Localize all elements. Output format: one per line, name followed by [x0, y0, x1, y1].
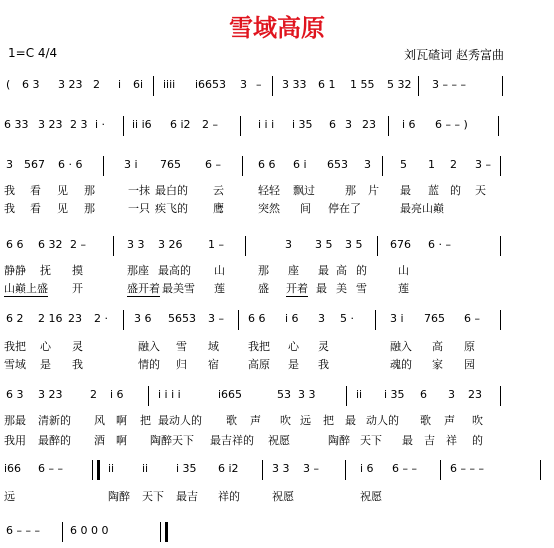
note-group: 6	[329, 118, 336, 131]
lyric-word: 酒	[94, 434, 105, 447]
note-group: 2 –	[70, 238, 86, 251]
lyric-word: 啊	[116, 414, 127, 427]
barline	[153, 76, 154, 96]
lyric-word: 最	[345, 414, 356, 427]
barline	[540, 460, 541, 480]
lyric-word: 歌	[226, 414, 237, 427]
lyric-word: 声	[444, 414, 455, 427]
barline	[238, 310, 239, 330]
lyric-word: 归	[176, 358, 187, 371]
lyric-word: 山	[398, 264, 409, 277]
lyric-word: 歌	[420, 414, 431, 427]
lyric-word: 把	[323, 414, 334, 427]
note-group: i ·	[95, 118, 106, 131]
lyric-line	[0, 412, 554, 428]
lyric-word: 的	[356, 264, 367, 277]
lyric-word: 疾飞的	[155, 202, 188, 215]
lyric-word: 陶醉	[328, 434, 350, 447]
note-group: 3 –	[475, 158, 491, 171]
note-group: 2	[450, 158, 457, 171]
note-group: i i i i	[158, 388, 181, 401]
barline	[113, 236, 114, 256]
barline	[148, 386, 149, 406]
note-group: i 35	[176, 462, 197, 475]
lyric-word: 吹	[472, 414, 483, 427]
lyric-line	[0, 182, 554, 198]
lyric-word: 最	[318, 264, 329, 277]
note-group: 3 5	[345, 238, 363, 251]
lyric-word: 雪	[356, 282, 367, 295]
barline	[500, 386, 501, 406]
notation-line	[0, 238, 554, 262]
lyric-word: 情的	[138, 358, 160, 371]
lyric-word: 一只	[128, 202, 150, 215]
lyric-word: 是	[288, 358, 299, 371]
note-group: 1	[428, 158, 435, 171]
note-group: 567	[24, 158, 45, 171]
lyric-word: 陶醉天下	[150, 434, 194, 447]
note-group: 6 – –	[38, 462, 63, 475]
note-group: 1 –	[208, 238, 224, 251]
lyric-word: 片	[368, 184, 379, 197]
note-group: 6 0 0 0	[70, 524, 109, 537]
lyric-word: 开着	[286, 282, 308, 295]
note-group: 2 ·	[94, 312, 108, 325]
note-group: 3 3	[127, 238, 145, 251]
barline	[245, 236, 246, 256]
note-group: 3 23	[58, 78, 83, 91]
note-group: 6 6	[248, 312, 266, 325]
double-barline	[160, 522, 168, 542]
note-group: 3 3	[272, 462, 290, 475]
song-title: 雪域高原	[229, 13, 325, 42]
lyric-word: 最亮山巅	[400, 202, 444, 215]
lyric-word: 最吉祥的	[210, 434, 254, 447]
lyric-word: 盛开着	[127, 282, 160, 295]
lyric-word: 灵	[318, 340, 329, 353]
note-group: 3 3	[298, 388, 316, 401]
notation-line	[0, 388, 554, 412]
lyric-word: 我把	[4, 340, 26, 353]
barline	[123, 116, 124, 136]
note-group: 6 · 6	[58, 158, 83, 171]
key-signature: 1=C 4/4	[8, 46, 58, 60]
notation-line	[0, 312, 554, 336]
lyric-word: 魂的	[390, 358, 412, 371]
note-group: i 35	[292, 118, 313, 131]
note-group: 3 6	[134, 312, 152, 325]
lyric-word: 飘过	[293, 184, 315, 197]
note-group: 3 26	[158, 238, 183, 251]
lyric-word: 见	[57, 184, 68, 197]
note-group: 3	[240, 78, 247, 91]
lyric-word: 那	[258, 264, 269, 277]
note-group: i665	[218, 388, 243, 401]
notation-line	[0, 78, 554, 102]
note-group: 765	[160, 158, 181, 171]
lyric-word: 天下	[142, 490, 164, 503]
barline	[345, 460, 346, 480]
note-group: 1 55	[350, 78, 375, 91]
lyric-word: 一抹	[128, 184, 150, 197]
note-group: 23	[362, 118, 376, 131]
note-group: 6 – – )	[435, 118, 468, 131]
barline	[242, 156, 243, 176]
note-group: 5653	[168, 312, 196, 325]
barline	[500, 310, 501, 330]
note-group: 6 1	[318, 78, 336, 91]
lyric-word: 蓝	[428, 184, 439, 197]
lyric-word: 祝愿	[272, 490, 294, 503]
note-group: 6 –	[205, 158, 221, 171]
note-group: 2 –	[202, 118, 218, 131]
barline	[123, 310, 124, 330]
lyric-word: 云	[213, 184, 224, 197]
note-group: 2 3	[70, 118, 88, 131]
lyric-word: 雪域	[4, 358, 26, 371]
note-group: 6 i	[293, 158, 307, 171]
note-group: 676	[390, 238, 411, 251]
note-group: 6 – – –	[6, 524, 40, 537]
lyric-word: 最	[402, 434, 413, 447]
lyric-word: 那座	[127, 264, 149, 277]
note-group: 6 · –	[428, 238, 451, 251]
note-group: i 6	[360, 462, 374, 475]
lyric-word: 祥的	[218, 490, 240, 503]
lyric-word: 雪	[176, 340, 187, 353]
note-group: i 6	[110, 388, 124, 401]
lyric-word: 融入	[138, 340, 160, 353]
barline	[272, 76, 273, 96]
note-group: 23	[68, 312, 82, 325]
note-group: 3	[6, 158, 13, 171]
notation-line	[0, 118, 554, 142]
lyric-word: 那	[84, 202, 95, 215]
lyric-word: 吉	[424, 434, 435, 447]
lyric-word: 高	[432, 340, 443, 353]
lyric-line	[0, 200, 554, 216]
barline	[498, 116, 499, 136]
note-group: i66	[4, 462, 22, 475]
lyric-word: 融入	[390, 340, 412, 353]
lyric-word: 抚	[40, 264, 51, 277]
note-group: 3 33	[282, 78, 307, 91]
note-group: 6 –	[464, 312, 480, 325]
note-group: 6 6	[258, 158, 276, 171]
note-group: 653	[327, 158, 348, 171]
barline	[500, 156, 501, 176]
lyric-word: 天下	[360, 434, 382, 447]
note-group: 3 –	[208, 312, 224, 325]
barline	[240, 116, 241, 136]
lyric-word: 最高的	[158, 264, 191, 277]
note-group: i 35	[384, 388, 405, 401]
note-group: i 6	[402, 118, 416, 131]
barline	[377, 236, 378, 256]
barline	[440, 460, 441, 480]
note-group: 2 16	[38, 312, 63, 325]
lyric-word: 摸	[72, 264, 83, 277]
lyric-word: 我用	[4, 434, 26, 447]
lyric-line	[0, 338, 554, 354]
lyric-word: 祝愿	[268, 434, 290, 447]
lyric-line	[0, 488, 554, 504]
note-group: i 6	[285, 312, 299, 325]
barline	[262, 460, 263, 480]
notation-line	[0, 158, 554, 182]
lyric-word: 动人的	[366, 414, 399, 427]
note-group: ii	[108, 462, 115, 475]
notation-line	[0, 462, 554, 486]
lyric-line	[0, 280, 554, 296]
note-group: 6 2	[6, 312, 24, 325]
lyric-word: 远	[300, 414, 311, 427]
barline	[62, 522, 63, 542]
lyric-word: 最	[316, 282, 327, 295]
note-group: ii i6	[132, 118, 152, 131]
barline	[502, 76, 503, 96]
credits: 刘瓦碴词 赵秀富曲	[404, 48, 504, 62]
barline	[346, 386, 347, 406]
note-group: 6 – – –	[450, 462, 484, 475]
note-group: iiii	[163, 78, 176, 91]
lyric-word: 莲	[214, 282, 225, 295]
lyric-line	[0, 262, 554, 278]
lyric-word: 那最	[4, 414, 26, 427]
lyric-word: 清新的	[38, 414, 71, 427]
lyric-line	[0, 432, 554, 448]
note-group: 3 – – –	[432, 78, 466, 91]
lyric-word: 那	[84, 184, 95, 197]
lyric-word: 看	[30, 184, 41, 197]
note-group: –	[256, 78, 262, 91]
note-group: 3	[318, 312, 325, 325]
lyric-word: 间	[300, 202, 311, 215]
note-group: 53	[277, 388, 291, 401]
lyric-word: 陶醉	[108, 490, 130, 503]
lyric-word: 见	[57, 202, 68, 215]
lyric-word: 盛	[258, 282, 269, 295]
note-group: 3	[448, 388, 455, 401]
lyric-word: 我	[4, 184, 15, 197]
lyric-word: 我把	[248, 340, 270, 353]
barline	[418, 76, 419, 96]
barline	[375, 310, 376, 330]
note-group: 6 3	[6, 388, 24, 401]
note-group: i6653	[195, 78, 227, 91]
lyric-word: 最吉	[176, 490, 198, 503]
note-group: 6	[420, 388, 427, 401]
lyric-word: 域	[208, 340, 219, 353]
note-group: 3 i	[124, 158, 138, 171]
lyric-word: 突然	[258, 202, 280, 215]
note-group: 23	[468, 388, 482, 401]
lyric-word: 的	[450, 184, 461, 197]
lyric-word: 祝愿	[360, 490, 382, 503]
note-group: 6 32	[38, 238, 63, 251]
lyric-word: 静静	[4, 264, 26, 277]
note-group: i i i	[258, 118, 275, 131]
lyric-word: 山	[214, 264, 225, 277]
lyric-word: 座	[288, 264, 299, 277]
lyric-word: 我	[318, 358, 329, 371]
barline	[500, 236, 501, 256]
lyric-word: 最动人的	[158, 414, 202, 427]
note-group: 6 3	[22, 78, 40, 91]
lyric-word: 声	[250, 414, 261, 427]
lyric-word: 停在了	[328, 202, 361, 215]
note-group: 2	[93, 78, 100, 91]
lyric-word: 是	[40, 358, 51, 371]
lyric-word: 天	[475, 184, 486, 197]
lyric-word: 最	[400, 184, 411, 197]
lyric-word: 原	[464, 340, 475, 353]
lyric-word: 看	[30, 202, 41, 215]
lyric-word: 莲	[398, 282, 409, 295]
lyric-word: 的	[472, 434, 483, 447]
lyric-word: 家	[432, 358, 443, 371]
barline	[103, 156, 104, 176]
note-group: ii	[356, 388, 363, 401]
lyric-word: 美	[336, 282, 347, 295]
lyric-word: 高原	[248, 358, 270, 371]
lyric-word: 灵	[72, 340, 83, 353]
note-group: 3 5	[315, 238, 333, 251]
lyric-word: 风	[94, 414, 105, 427]
note-group: 6 6	[6, 238, 24, 251]
note-group: i	[118, 78, 122, 91]
lyric-word: 远	[4, 490, 15, 503]
lyric-word: 高	[336, 264, 347, 277]
note-group: 6 – –	[392, 462, 417, 475]
lyric-word: 吹	[280, 414, 291, 427]
lyric-word: 我	[4, 202, 15, 215]
note-group: 3	[285, 238, 292, 251]
lyric-word: 轻轻	[258, 184, 280, 197]
notation-line	[0, 524, 554, 548]
lyric-word: 鹰	[213, 202, 224, 215]
barline	[382, 156, 383, 176]
note-group: 6 33	[4, 118, 29, 131]
note-group: 3 –	[303, 462, 319, 475]
lyric-word: 山巅上盛	[4, 282, 48, 295]
note-group: 5 32	[387, 78, 412, 91]
note-group: 3	[345, 118, 352, 131]
lyric-word: 开	[72, 282, 83, 295]
lyric-word: 宿	[208, 358, 219, 371]
note-group: 765	[424, 312, 445, 325]
note-group: 6i	[133, 78, 144, 91]
note-group: 3	[364, 158, 371, 171]
note-group: 5	[400, 158, 407, 171]
lyric-word: 最白的	[155, 184, 188, 197]
note-group: ii	[142, 462, 149, 475]
note-group: 3 23	[38, 388, 63, 401]
note-group: 6 i2	[170, 118, 191, 131]
lyric-word: 那	[345, 184, 356, 197]
lyric-word: 把	[140, 414, 151, 427]
note-group: 6 i2	[218, 462, 239, 475]
lyric-word: 我	[72, 358, 83, 371]
lyric-word: 最醉的	[38, 434, 71, 447]
lyric-word: 祥	[446, 434, 457, 447]
double-barline	[92, 460, 100, 480]
note-group: 2	[90, 388, 97, 401]
note-group: (	[6, 78, 11, 91]
lyric-word: 心	[288, 340, 299, 353]
lyric-word: 啊	[116, 434, 127, 447]
lyric-word: 园	[464, 358, 475, 371]
lyric-word: 心	[40, 340, 51, 353]
note-group: 5 ·	[340, 312, 354, 325]
lyric-line	[0, 356, 554, 372]
note-group: 3 23	[38, 118, 63, 131]
lyric-word: 最美雪	[162, 282, 195, 295]
note-group: 3 i	[390, 312, 404, 325]
barline	[388, 116, 389, 136]
